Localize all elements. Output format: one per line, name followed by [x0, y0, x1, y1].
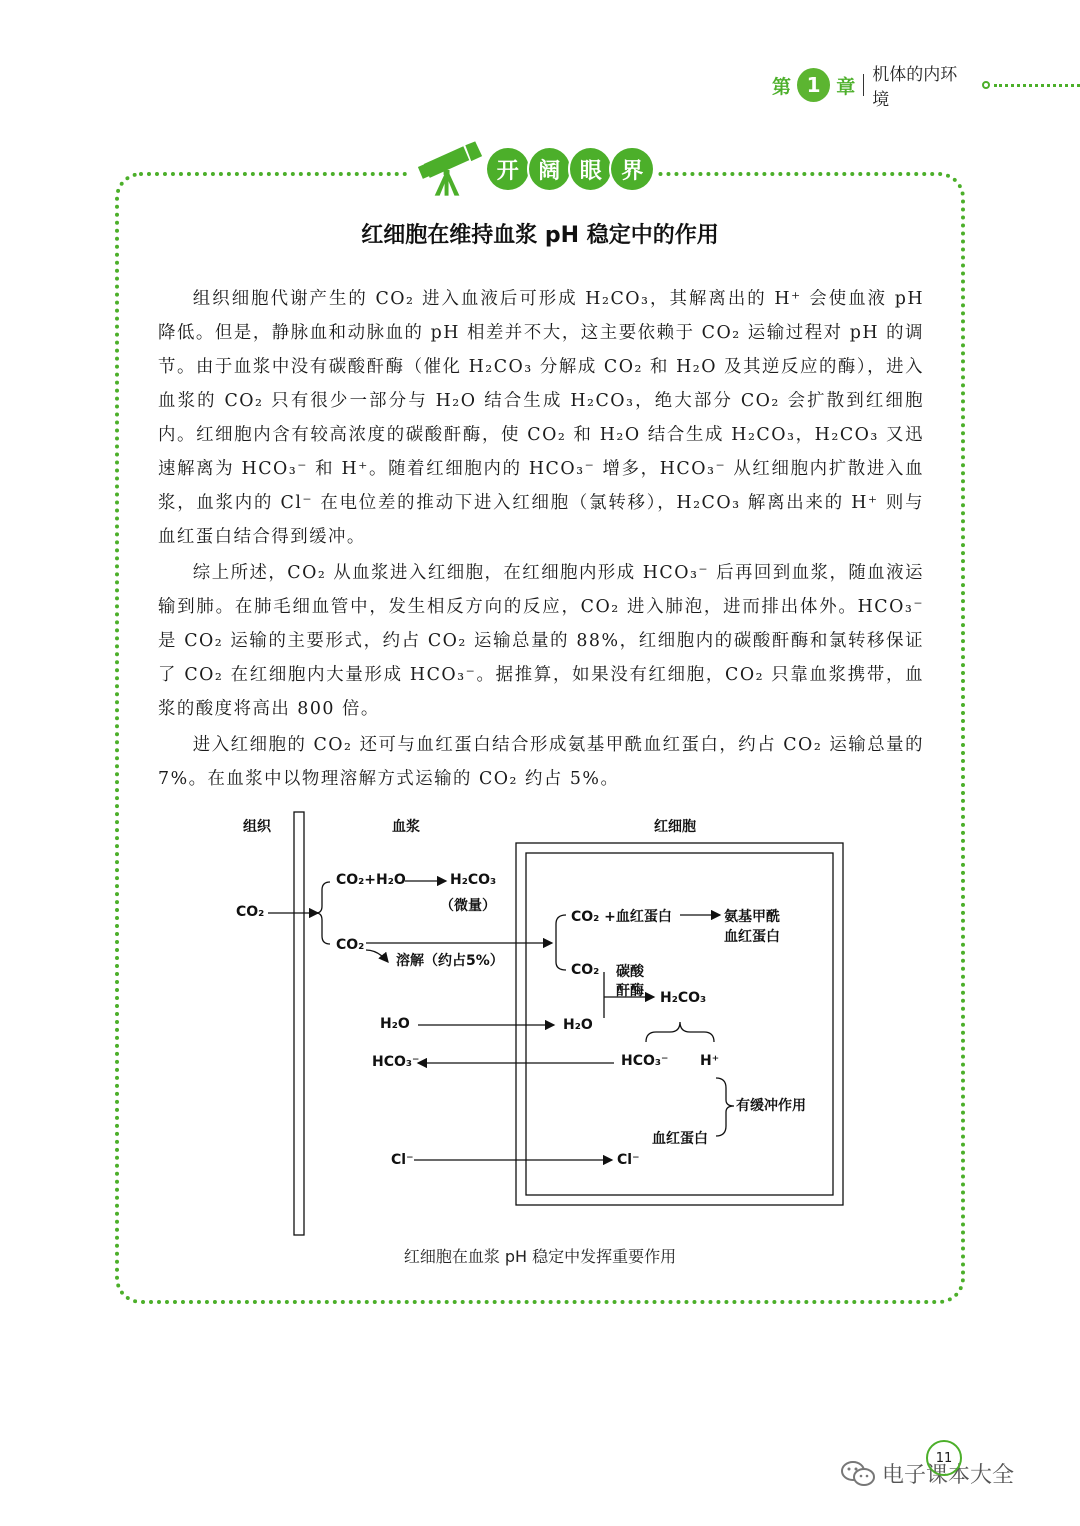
- label-hemoglobin: 血红蛋白: [652, 1131, 708, 1147]
- label-cl-plasma: Cl⁻: [391, 1152, 414, 1168]
- brace-rbc: [556, 915, 566, 970]
- label-h2o-plasma: H₂O: [380, 1016, 410, 1032]
- badge-char-2: 阔: [527, 146, 572, 192]
- section-title: 红细胞在维持血浆 pH 稳定中的作用: [361, 223, 719, 248]
- wechat-icon: [840, 1459, 876, 1489]
- label-rbc: 红细胞: [654, 819, 696, 835]
- label-h2o-rbc: H₂O: [563, 1017, 593, 1033]
- label-enzyme-2: 酐酶: [616, 983, 644, 999]
- brace-plasma: [316, 882, 330, 944]
- label-h2co3-plasma: H₂CO₃: [450, 872, 497, 888]
- figure-caption: 红细胞在血浆 pH 稳定中发挥重要作用: [403, 1247, 677, 1266]
- label-plasma: 血浆: [392, 819, 420, 835]
- brace-dissociation: [646, 1022, 714, 1042]
- paragraph-2: 综上所述，CO₂ 从血浆进入红细胞，在红细胞内形成 HCO₃⁻ 后再回到血浆，随血液运输到肺。在肺毛细血管中，发生相反方向的反应，CO₂ 进入肺泡，进而排出体外。HCO₃⁻ 是 CO₂ 运输的主要形式，约占 CO₂ 运输总量的 88%，红细胞内的碳酸酐酶和氯转移保证了 CO₂ 在红细胞内大量形成 HCO₃⁻。据推算，如果没有红细胞，CO₂ 只靠血浆携带，血浆的酸度将高出 800 倍。: [158, 563, 924, 719]
- paragraph-3: 进入红细胞的 CO₂ 还可与血红蛋白结合形成氨基甲酰血红蛋白，约占 CO₂ 运输总量的 7%。在血浆中以物理溶解方式运输的 CO₂ 约占 5%。: [158, 735, 924, 789]
- label-hco3-plasma: HCO₃⁻: [372, 1054, 420, 1070]
- badge-char-4: 界: [609, 146, 654, 192]
- label-carbamino-1: 氨基甲酰: [724, 909, 780, 925]
- label-enzyme-1: 碳酸: [616, 964, 644, 980]
- label-co2-rbc: CO₂: [571, 962, 600, 978]
- label-buffer: 有缓冲作用: [736, 1098, 806, 1114]
- badge-char-3: 眼: [568, 146, 613, 192]
- label-cl-rbc: Cl⁻: [617, 1152, 640, 1168]
- membrane-bar: [294, 812, 304, 1235]
- label-h2co3-rbc: H₂CO₃: [660, 990, 707, 1006]
- label-trace: （微量）: [440, 898, 496, 914]
- label-tissue: 组织: [243, 819, 271, 835]
- watermark-text: 电子课本大全: [882, 1463, 1015, 1488]
- chapter-number: 1: [797, 68, 830, 102]
- chapter-prefix: 第: [772, 75, 792, 98]
- label-co2-h2o: CO₂+H₂O: [336, 872, 406, 888]
- label-co2-plasma: CO₂: [336, 937, 365, 953]
- arrow-dissolve: [366, 950, 388, 962]
- label-h-plus: H⁺: [700, 1053, 720, 1069]
- page-number: 11: [926, 1440, 962, 1476]
- label-co2-hb: CO₂ +血红蛋白: [571, 909, 672, 925]
- chapter-suffix: 章: [836, 75, 856, 98]
- label-carbamino-2: 血红蛋白: [724, 929, 780, 945]
- label-dissolve: 溶解（约占5%）: [396, 953, 504, 969]
- brace-buffer: [716, 1078, 734, 1136]
- badge-char-1: 开: [485, 146, 530, 192]
- label-co2-tissue: CO₂: [236, 904, 265, 920]
- chapter-title: 机体的内环境: [872, 65, 958, 110]
- paragraph-1: 组织细胞代谢产生的 CO₂ 进入血液后可形成 H₂CO₃，其解离出的 H⁺ 会使血液 pH 降低。但是，静脉血和动脉血的 pH 相差并不大，这主要依赖于 CO₂ 运输过程对 pH 的调节。由于血浆中没有碳酸酐酶（催化 H₂CO₃ 分解成 CO₂ 和 H₂O 及其逆反应的酶），进入血浆的 CO₂ 只有很少一部分与 H₂O 结合生成 H₂CO₃，绝大部分 CO₂ 会扩散到红细胞内。红细胞内含有较高浓度的碳酸酐酶，使 CO₂ 和 H₂O 结合生成 H₂CO₃，H₂CO₃ 又迅速解离为 HCO₃⁻ 和 H⁺。随着红细胞内的 HCO₃⁻ 增多，HCO₃⁻ 从红细胞内扩散进入血浆，血浆内的 Cl⁻ 在电位差的推动下进入红细胞（氯转移），H₂CO₃ 解离出来的 H⁺ 则与血红蛋白结合得到缓冲。: [158, 289, 924, 547]
- label-hco3-rbc: HCO₃⁻: [621, 1053, 669, 1069]
